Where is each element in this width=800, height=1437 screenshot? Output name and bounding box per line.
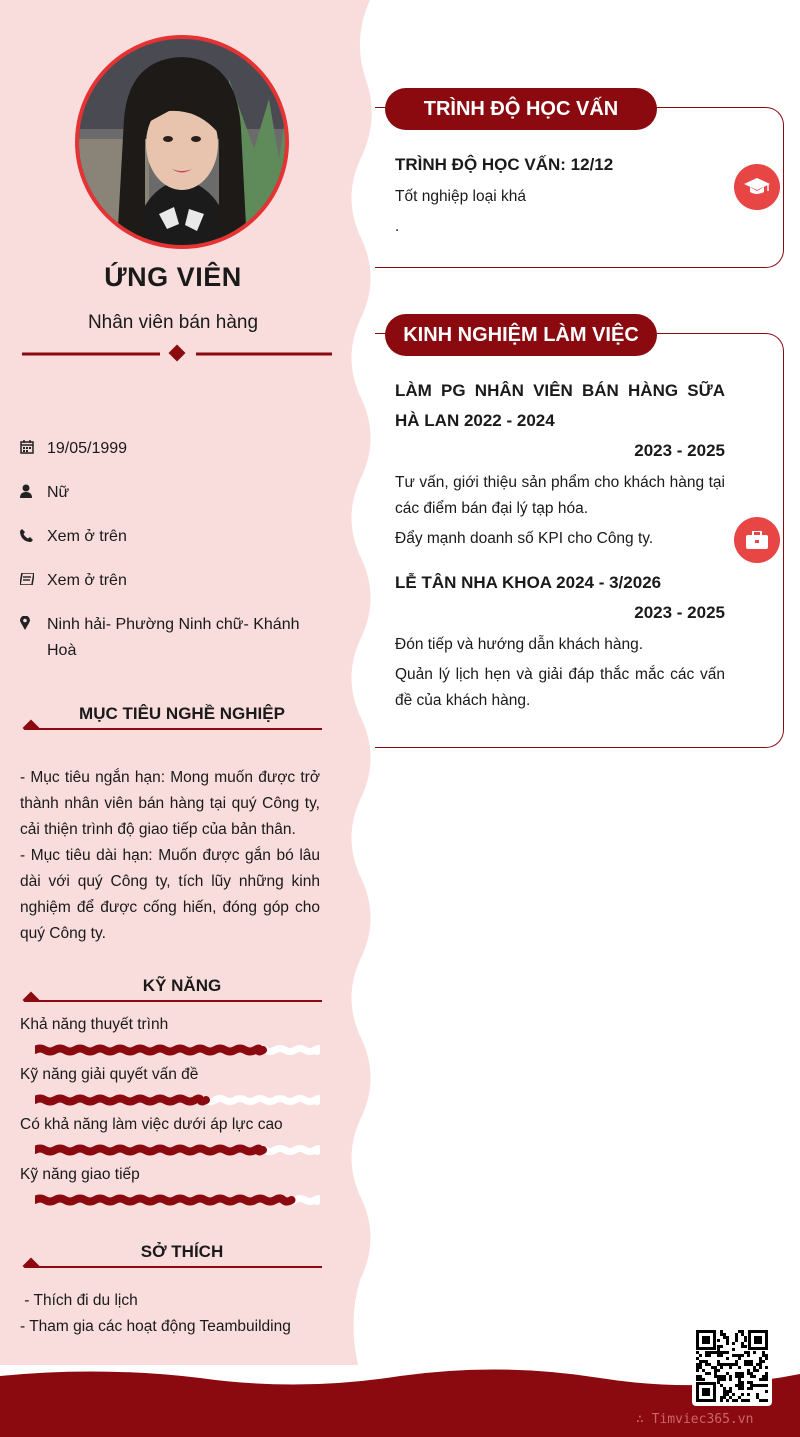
contact-phone (20, 524, 330, 550)
qr-module (735, 1384, 738, 1387)
qr-module (750, 1363, 753, 1366)
qr-module (732, 1363, 735, 1366)
qr-module (711, 1366, 714, 1369)
job-line: Tư vấn, giới thiệu sản phẩm cho khách hàng tại các điểm bán đại lý tạp hóa. (395, 474, 725, 517)
objective-underline (22, 712, 322, 730)
education-heading: TRÌNH ĐỘ HỌC VẤN: 12/12 (395, 155, 614, 174)
qr-module (726, 1372, 729, 1375)
skills-title: KỸ NĂNG (142, 976, 222, 995)
education-note: . (395, 218, 400, 235)
hobby-item: - Thích đi du lịch (20, 1292, 138, 1309)
qr-module (762, 1354, 765, 1357)
qr-module (726, 1399, 729, 1402)
qr-module (735, 1360, 738, 1363)
qr-module (696, 1369, 699, 1372)
qr-module (765, 1375, 768, 1378)
qr-module (702, 1369, 705, 1372)
qr-module (762, 1375, 765, 1378)
qr-module (726, 1342, 729, 1345)
qr-module (753, 1375, 756, 1378)
qr-module (747, 1363, 750, 1366)
objective-text (20, 765, 320, 947)
skills-underline (22, 984, 322, 1002)
qr-module (717, 1381, 720, 1384)
qr-module (714, 1351, 717, 1354)
qr-module (699, 1360, 702, 1363)
qr-module (765, 1366, 768, 1369)
education-title: TRÌNH ĐỘ HỌC VẤN (385, 88, 657, 130)
qr-module (708, 1354, 711, 1357)
qr-module (762, 1384, 765, 1387)
qr-module (726, 1351, 729, 1354)
hobby-item: - Tham gia các hoạt động Teambuilding (20, 1318, 291, 1335)
qr-module (732, 1342, 735, 1345)
qr-module (699, 1378, 702, 1381)
qr-module (735, 1354, 738, 1357)
calendar-icon (20, 436, 47, 458)
qr-module (726, 1336, 729, 1339)
qr-module (723, 1363, 726, 1366)
qr-module (738, 1384, 741, 1387)
qr-module (714, 1366, 717, 1369)
qr-module (753, 1369, 756, 1372)
briefcase-icon (734, 517, 780, 563)
qr-module (765, 1384, 768, 1387)
qr-module (696, 1363, 699, 1366)
qr-module (759, 1399, 762, 1402)
qr-module (759, 1378, 762, 1381)
qr-module (717, 1360, 720, 1363)
qr-module (741, 1333, 744, 1336)
qr-module (762, 1399, 765, 1402)
qr-module (705, 1351, 708, 1354)
skill-item (20, 1016, 320, 1056)
qr-module (759, 1357, 762, 1360)
skill-bar-fill (35, 1199, 292, 1202)
qr-module (723, 1378, 726, 1381)
qr-module (744, 1351, 747, 1354)
qr-module (738, 1387, 741, 1390)
qr-code-pattern (696, 1330, 768, 1402)
qr-module (765, 1390, 768, 1393)
experience-job (395, 376, 725, 552)
skill-name: Có khả năng làm việc dưới áp lực cao (20, 1116, 283, 1133)
skill-name: Kỹ năng giải quyết vấn đề (20, 1066, 199, 1083)
qr-module (741, 1354, 744, 1357)
job-line: Quản lý lịch hẹn và giải đáp thắc mắc các vấn đề của khách hàng. (395, 666, 725, 709)
qr-module (759, 1363, 762, 1366)
skill-item (20, 1116, 320, 1156)
qr-module (714, 1375, 717, 1378)
qr-module (765, 1378, 768, 1381)
qr-module (750, 1384, 753, 1387)
qr-module (744, 1363, 747, 1366)
qr-module (732, 1354, 735, 1357)
qr-module (738, 1366, 741, 1369)
qr-module (696, 1366, 699, 1369)
qr-module (741, 1393, 744, 1396)
qr-module (699, 1366, 702, 1369)
qr-module (744, 1339, 747, 1342)
qr-module (702, 1360, 705, 1363)
qr-module (723, 1333, 726, 1336)
phone-icon (20, 524, 47, 546)
qr-module (756, 1396, 759, 1399)
qr-module (696, 1351, 699, 1354)
qr-module (741, 1384, 744, 1387)
qr-module (750, 1372, 753, 1375)
qr-module (720, 1399, 723, 1402)
qr-module (714, 1369, 717, 1372)
job-heading: LÀM PG NHÂN VIÊN BÁN HÀNG SỮA HÀ LAN 2022 - 2024 (395, 381, 725, 430)
qr-module (723, 1390, 726, 1393)
qr-module (729, 1390, 732, 1393)
qr-module (759, 1360, 762, 1363)
qr-module (717, 1348, 720, 1351)
objective-header (22, 704, 322, 734)
qr-module (696, 1357, 699, 1360)
objective-long-term: - Mục tiêu dài hạn: Muốn được gắn bó lâu dài với quý Công ty, tích lũy những kinh nghiệm để được cống hiến, đóng góp cho quý Công ty. (20, 847, 320, 942)
qr-module (762, 1351, 765, 1354)
name-divider (22, 344, 332, 364)
qr-module (705, 1360, 708, 1363)
brand-watermark: ∴ Timviec365.vn (636, 1412, 754, 1427)
qr-module (729, 1378, 732, 1381)
user-icon (20, 480, 47, 502)
skill-level-bar (35, 1194, 320, 1206)
qr-module (741, 1387, 744, 1390)
qr-module (720, 1366, 723, 1369)
qr-module (735, 1363, 738, 1366)
qr-module (735, 1372, 738, 1375)
qr-module (753, 1366, 756, 1369)
job-line: Đón tiếp và hướng dẫn khách hàng. (395, 636, 644, 653)
qr-module (747, 1381, 750, 1384)
qr-module (699, 1375, 702, 1378)
contact-info (20, 436, 330, 682)
experience-content (395, 376, 725, 714)
education-detail: Tốt nghiệp loại khá (395, 188, 526, 205)
qr-module (744, 1360, 747, 1363)
qr-code (692, 1326, 772, 1406)
qr-module (735, 1333, 738, 1336)
qr-module (738, 1375, 741, 1378)
qr-module (738, 1396, 741, 1399)
qr-module (747, 1351, 750, 1354)
qr-module (759, 1366, 762, 1369)
qr-module (696, 1378, 699, 1381)
skill-name: Kỹ năng giao tiếp (20, 1166, 140, 1183)
qr-module (750, 1381, 753, 1384)
qr-module (729, 1363, 732, 1366)
skill-bar-fill (35, 1049, 263, 1052)
qr-module (726, 1363, 729, 1366)
qr-module (729, 1396, 732, 1399)
qr-module (702, 1378, 705, 1381)
contact-email (20, 568, 330, 594)
qr-module (711, 1351, 714, 1354)
qr-module (756, 1363, 759, 1366)
qr-module (750, 1360, 753, 1363)
qr-module (714, 1372, 717, 1375)
qr-module (717, 1351, 720, 1354)
job-heading: LỄ TÂN NHA KHOA 2024 - 3/2026 (395, 573, 662, 592)
qr-module (759, 1384, 762, 1387)
skill-level-bar (35, 1094, 320, 1106)
qr-module (723, 1351, 726, 1354)
qr-module (765, 1357, 768, 1360)
experience-job (395, 568, 725, 714)
qr-module (726, 1390, 729, 1393)
skill-item (20, 1166, 320, 1206)
contact-birthday (20, 436, 330, 462)
qr-module (741, 1342, 744, 1345)
qr-module (699, 1354, 702, 1357)
skill-bar-fill (35, 1149, 263, 1152)
email-icon (20, 568, 47, 590)
qr-module (720, 1351, 723, 1354)
qr-module (729, 1366, 732, 1369)
qr-module (762, 1378, 765, 1381)
contact-gender (20, 480, 330, 506)
candidate-name: ỨNG VIÊN (104, 262, 242, 292)
qr-module (735, 1336, 738, 1339)
qr-module (732, 1348, 735, 1351)
qr-module (708, 1372, 711, 1375)
qr-module (726, 1393, 729, 1396)
qr-module (744, 1345, 747, 1348)
qr-module (744, 1336, 747, 1339)
qr-module (723, 1336, 726, 1339)
contact-address (20, 612, 330, 664)
hobbies-list (20, 1288, 320, 1340)
objective-short-term: - Mục tiêu ngắn hạn: Mong muốn được trở thành nhân viên bán hàng tại quý Công ty, cải thiện trình độ giao tiếp của bản thân. (20, 769, 320, 838)
qr-module (765, 1372, 768, 1375)
qr-module (747, 1372, 750, 1375)
qr-module (741, 1372, 744, 1375)
qr-module (723, 1375, 726, 1378)
skill-bar-fill (35, 1099, 206, 1102)
qr-module (726, 1339, 729, 1342)
qr-module (735, 1399, 738, 1402)
skill-level-bar (35, 1144, 320, 1156)
qr-module (747, 1393, 750, 1396)
contact-address-value: Ninh hải- Phường Ninh chữ- Khánh Hoà (47, 616, 300, 659)
qr-module (756, 1369, 759, 1372)
qr-module (732, 1393, 735, 1396)
qr-module (708, 1351, 711, 1354)
qr-module (717, 1378, 720, 1381)
qr-module (738, 1330, 741, 1333)
qr-module (720, 1384, 723, 1387)
qr-module (705, 1372, 708, 1375)
qr-module (717, 1345, 720, 1348)
qr-module (750, 1387, 753, 1390)
qr-module (720, 1363, 723, 1366)
qr-module (744, 1399, 747, 1402)
avatar (75, 35, 289, 249)
qr-module (738, 1354, 741, 1357)
qr-module (738, 1357, 741, 1360)
qr-module (741, 1381, 744, 1384)
contact-email-value: Xem ở trên (47, 572, 127, 589)
contact-phone-value: Xem ở trên (47, 528, 127, 545)
qr-module (735, 1375, 738, 1378)
qr-module (729, 1375, 732, 1378)
qr-module (705, 1363, 708, 1366)
skill-item (20, 1066, 320, 1106)
qr-module (696, 1375, 699, 1378)
qr-module (756, 1393, 759, 1396)
contact-gender-value: Nữ (47, 484, 70, 501)
qr-module (723, 1387, 726, 1390)
qr-module (720, 1354, 723, 1357)
qr-module (708, 1363, 711, 1366)
qr-module (765, 1399, 768, 1402)
qr-module (738, 1381, 741, 1384)
qr-module (747, 1354, 750, 1357)
hobbies-title: SỞ THÍCH (140, 1242, 224, 1261)
qr-module (747, 1360, 750, 1363)
qr-module (753, 1351, 756, 1354)
job-period: 2023 - 2025 (634, 441, 725, 460)
qr-module (720, 1330, 723, 1333)
objective-title: MỤC TIÊU NGHỀ NGHIỆP (79, 704, 285, 723)
qr-module (720, 1378, 723, 1381)
qr-module (747, 1387, 750, 1390)
qr-module (741, 1345, 744, 1348)
qr-module (717, 1339, 720, 1342)
qr-module (723, 1396, 726, 1399)
qr-module (753, 1384, 756, 1387)
qr-module (756, 1384, 759, 1387)
qr-module (735, 1339, 738, 1342)
qr-module (732, 1399, 735, 1402)
qr-module (762, 1360, 765, 1363)
qr-module (720, 1396, 723, 1399)
candidate-job-title: Nhân viên bán hàng (87, 312, 259, 333)
skill-name: Khả năng thuyết trình (20, 1016, 169, 1033)
qr-module (720, 1333, 723, 1336)
qr-module (741, 1375, 744, 1378)
education-content (395, 150, 725, 240)
qr-module (747, 1399, 750, 1402)
qr-module (717, 1375, 720, 1378)
qr-module (720, 1345, 723, 1348)
job-line: Đẩy mạnh doanh số KPI cho Công ty. (395, 530, 654, 547)
qr-module (717, 1369, 720, 1372)
qr-module (720, 1375, 723, 1378)
qr-module (738, 1378, 741, 1381)
qr-module (717, 1354, 720, 1357)
qr-module (765, 1354, 768, 1357)
hobbies-header (22, 1242, 322, 1272)
skill-level-bar (35, 1044, 320, 1056)
qr-module (750, 1375, 753, 1378)
graduation-cap-icon (734, 164, 780, 210)
qr-module (741, 1399, 744, 1402)
skills-header (22, 976, 322, 1006)
qr-module (741, 1330, 744, 1333)
qr-module (723, 1393, 726, 1396)
qr-module (717, 1363, 720, 1366)
qr-module (729, 1387, 732, 1390)
qr-module (747, 1369, 750, 1372)
hobbies-underline (22, 1250, 322, 1268)
location-icon (20, 612, 47, 634)
contact-birthday-value: 19/05/1999 (47, 440, 128, 457)
experience-title: KINH NGHIỆM LÀM VIỆC (385, 314, 657, 356)
job-period: 2023 - 2025 (634, 603, 725, 622)
qr-module (705, 1354, 708, 1357)
qr-module (699, 1363, 702, 1366)
qr-module (738, 1372, 741, 1375)
qr-module (726, 1357, 729, 1360)
